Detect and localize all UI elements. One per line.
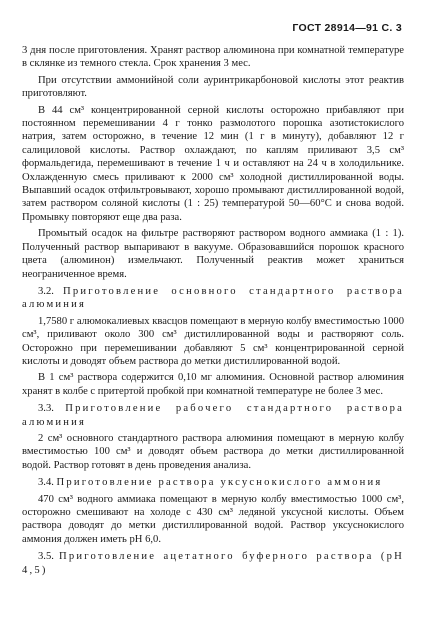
paragraph-sediment-dissolution: Промытый осадок на фильтре растворяют раствором водного аммиака (1 : 1). Полученный раствор выпаривают в вакууме. Образовавшийся порошок красного цвета (алюминон) измельчают. Полученный реактив может храниться неограниченное время. xyxy=(22,228,404,280)
paragraph-working-solution: 2 см³ основного стандартного раствора алюминия помещают в мерную колбу вместимостью 100 см³ и доводят объем раствора до метки дистиллированной водой. Раствор готовят в день проведения анализа. xyxy=(22,432,404,471)
section-title: Приготовление основного стандартного раствора алюминия xyxy=(22,285,404,311)
paragraph-stock-storage: В 1 см³ раствора содержится 0,10 мг алюминия. Основной раствор алюминия хранят в колбе с притертой пробкой при комнатной температуре не более 3 мес. xyxy=(22,372,404,397)
section-number: 3.5. xyxy=(38,551,54,563)
paragraph-reagent-note: При отсутствии аммонийной соли ауринтрикарбоновой кислоты этот реактив приготовляют. xyxy=(22,74,404,100)
paragraph-stock-solution: 1,7580 г алюмокалиевых квасцов помещают в мерную колбу вместимостью 1000 см³, приливают около 300 см³ дистиллированной воды и растворяют соль. Осторожно при перемешивании добавляют 5 см³ концентрированной серной кислоты и доводят объем раствора до метки дистиллированной водой. xyxy=(22,315,404,367)
section-title: Приготовление рабочего стандартного раствора алюминия xyxy=(22,403,404,428)
paragraph-preparation-procedure: В 44 см³ концентрированной серной кислоты осторожно прибавляют при постоянном перемешивании 4 г тонко размолотого порошка азотистокислого натрия, затем осторожно, в течение 12 мин (1 г в минуту), добавляют 12 г салициловой кислоты. Раствор охлаждают, по каплям приливают 3,5 см³ формальдегида, перемешивают в течение 1 ч и оставляют на 24 ч в холодильнике. Охлажденную смесь приливают к 2000 см³ холодной дистиллированной воды. Выпавший осадок отфильтровывают, хорошо промывают дистиллированной водой, затем раствором соляной кислоты (1 : 25) температурой 50—60°С и снова водой. Промывку повторяют еще два раза. xyxy=(22,104,404,223)
section-heading-3-4 xyxy=(22,476,404,489)
document-body xyxy=(22,44,404,577)
section-number: 3.4. xyxy=(38,477,54,489)
section-number: 3.2. xyxy=(38,285,54,297)
section-heading-3-3 xyxy=(22,402,404,429)
paragraph-continuation: 3 дня после приготовления. Хранят раствор алюминона при комнатной температуре в склянке из темного стекла. Срок хранения 3 мес. xyxy=(22,45,404,70)
section-heading-3-2 xyxy=(22,285,404,312)
section-title: Приготовление раствора уксуснокислого аммония xyxy=(56,477,383,489)
page-header: ГОСТ 28914—91 С. 3 xyxy=(292,22,402,34)
section-number: 3.3. xyxy=(38,403,54,415)
section-title: Приготовление ацетатного буферного раствора (pH 4,5) xyxy=(22,551,404,576)
paragraph-ammonium-acetate: 470 см³ водного аммиака помещают в мерную колбу вместимостью 1000 см³, осторожно смешивают на холоде с 430 см³ ледяной уксусной кислоты. Объем раствора доводят до метки дистиллированной водой. Раствор уксуснокислого аммония должен иметь pH 6,0. xyxy=(22,493,404,545)
section-heading-3-5 xyxy=(22,550,404,577)
